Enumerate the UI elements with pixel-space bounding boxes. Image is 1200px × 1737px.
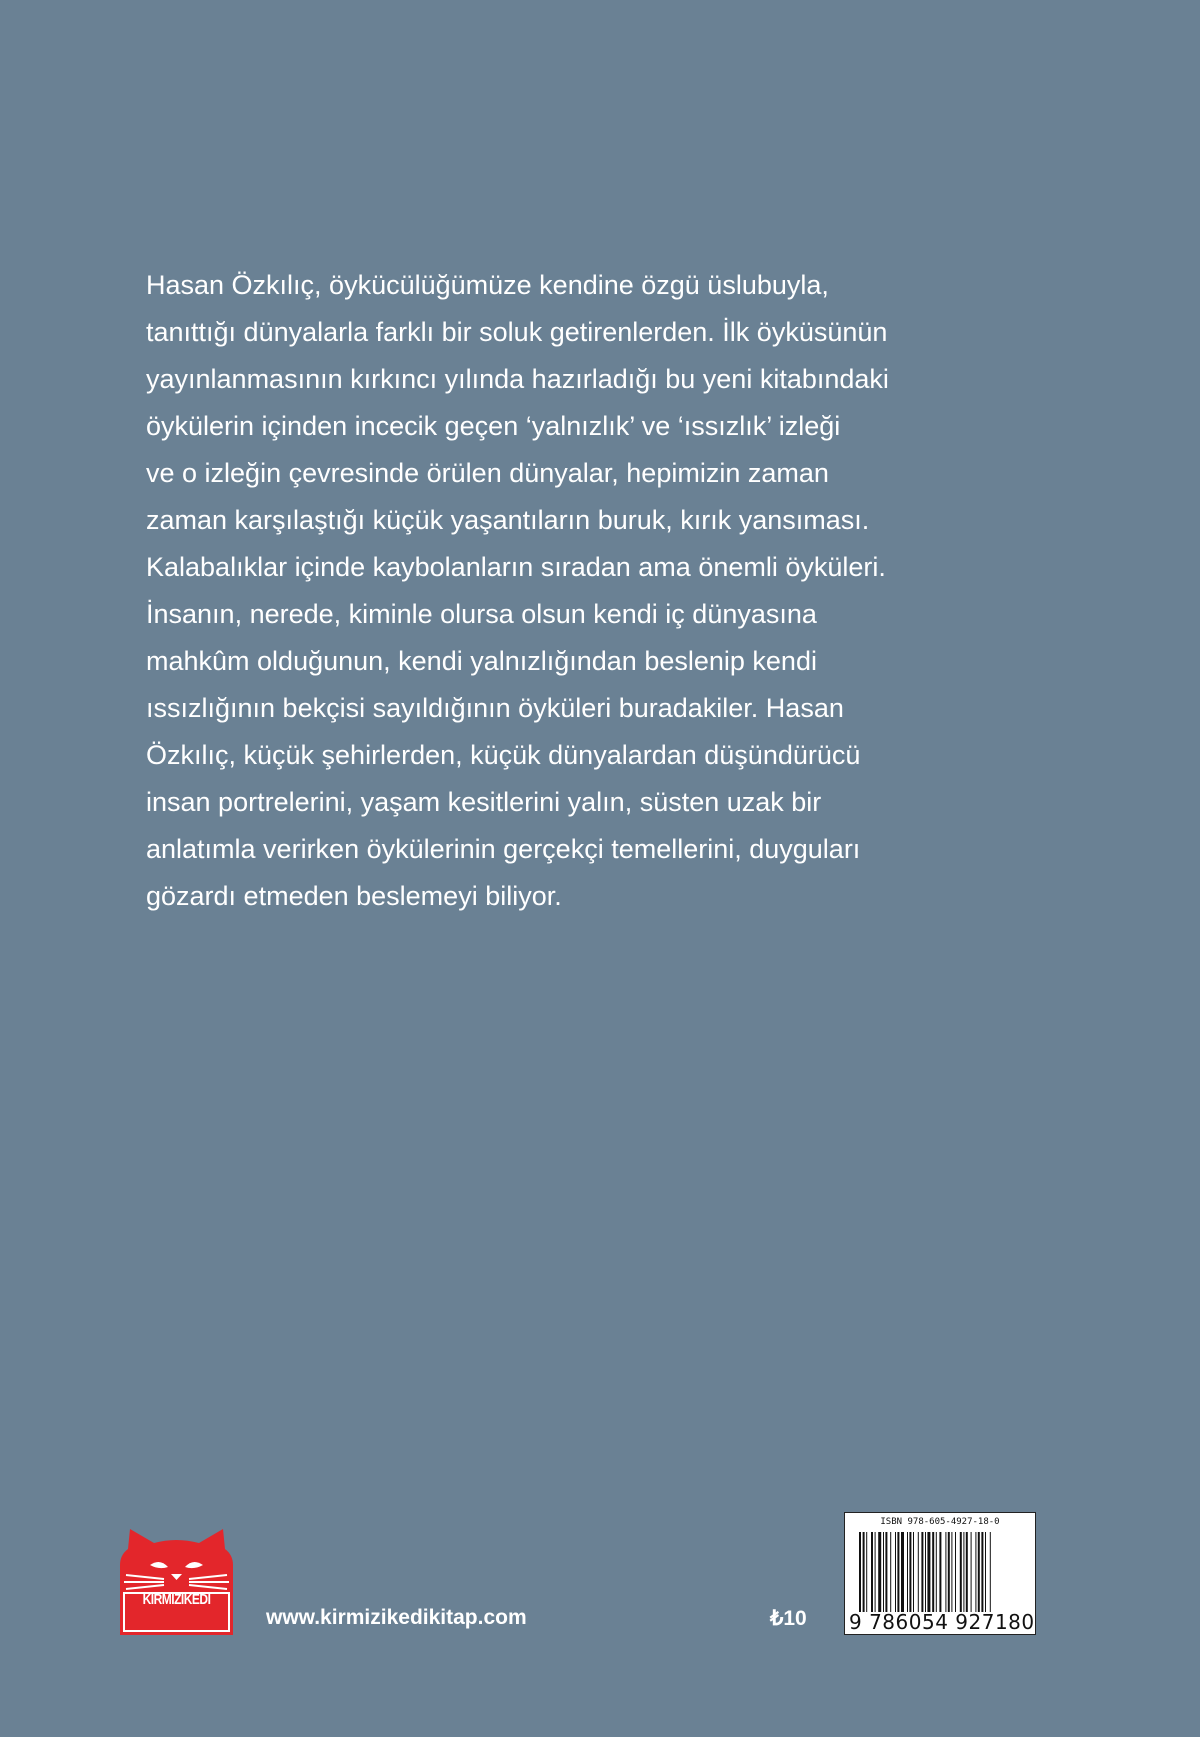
barcode-bar (875, 1532, 876, 1612)
barcode-bar (883, 1532, 884, 1612)
logo-wordmark: KIRMIZIKEDI (142, 1590, 211, 1608)
barcode-bar (990, 1532, 991, 1612)
barcode-bar (963, 1532, 964, 1612)
barcode-bar (913, 1532, 914, 1612)
barcode-bar (932, 1532, 934, 1612)
barcode-bar (918, 1532, 919, 1612)
ean-digits: 9 786054 927180 (849, 1610, 1035, 1634)
blurb-line: tanıttığı dünyalarla farklı bir soluk getirenlerden. İlk öyküsünün (146, 317, 888, 347)
isbn-barcode (844, 1512, 1036, 1635)
price-label: ₺10 (770, 1607, 807, 1630)
barcode-bar (951, 1532, 952, 1612)
blurb-line: yayınlanmasının kırkıncı yılında hazırladığı bu yeni kitabındaki (146, 364, 889, 394)
barcode-bar (945, 1532, 946, 1612)
publisher-logo (120, 1525, 233, 1635)
barcode-bar (981, 1532, 983, 1612)
barcode-bar (960, 1532, 962, 1612)
barcode-bar (859, 1532, 861, 1612)
barcode-bar (925, 1532, 926, 1612)
barcode-bar (971, 1532, 972, 1612)
blurb-line: zaman karşılaştığı küçük yaşantıların buruk, kırık yansıması. (146, 505, 870, 535)
blurb-line: Özkılıç, küçük şehirlerden, küçük dünyalardan düşündürücü (146, 740, 861, 770)
cat-icon (120, 1525, 233, 1635)
blurb-line: anlatımla verirken öykülerinin gerçekçi temellerini, duyguları (146, 834, 861, 864)
barcode-bar (909, 1532, 911, 1612)
barcode-bar (878, 1532, 881, 1612)
back-cover-blurb (146, 262, 1086, 920)
barcode-bar (966, 1532, 968, 1612)
barcode-bar (895, 1532, 896, 1612)
barcode-bar (901, 1532, 904, 1612)
barcode-bar (897, 1532, 899, 1612)
barcode-bars (859, 1532, 1023, 1612)
barcode-bar (871, 1532, 873, 1612)
barcode-bar (939, 1532, 941, 1612)
barcode-bar (890, 1532, 891, 1612)
barcode-bar (975, 1532, 976, 1612)
barcode-bar (866, 1532, 867, 1612)
publisher-website[interactable]: www.kirmizikedikitap.com (266, 1606, 527, 1629)
blurb-line: İnsanın, nerede, kiminle olursa olsun kendi iç dünyasına (146, 599, 817, 629)
blurb-line: ıssızlığının bekçisi sayıldığının öyküleri buradakiler. Hasan (146, 693, 844, 723)
barcode-bar (863, 1532, 865, 1612)
barcode-bar (978, 1532, 980, 1612)
barcode-bar (921, 1532, 923, 1612)
blurb-line: insan portrelerini, yaşam kesitlerini yalın, süsten uzak bir (146, 787, 822, 817)
blurb-line: gözardı etmeden beslemeyi biliyor. (146, 881, 562, 911)
barcode-bar (907, 1532, 908, 1612)
blurb-line: mahkûm olduğunun, kendi yalnızlığından beslenip kendi (146, 646, 817, 676)
barcode-bar (927, 1532, 930, 1612)
barcode-bar (936, 1532, 937, 1612)
blurb-line: ve o izleğin çevresinde örülen dünyalar, hepimizin zaman (146, 458, 829, 488)
blurb-line: Kalabalıklar içinde kaybolanların sıradan ama önemli öyküleri. (146, 552, 886, 582)
barcode-bar (948, 1532, 950, 1612)
barcode-bar (885, 1532, 887, 1612)
blurb-line: öykülerin içinden incecik geçen ‘yalnızlık’ ve ‘ıssızlık’ izleği (146, 411, 841, 441)
blurb-line: Hasan Özkılıç, öykücülüğümüze kendine özgü üslubuyla, (146, 270, 829, 300)
barcode-bar (985, 1532, 986, 1612)
isbn-number: ISBN 978-605-4927-18-0 (880, 1517, 1000, 1527)
barcode-bar (955, 1532, 956, 1612)
